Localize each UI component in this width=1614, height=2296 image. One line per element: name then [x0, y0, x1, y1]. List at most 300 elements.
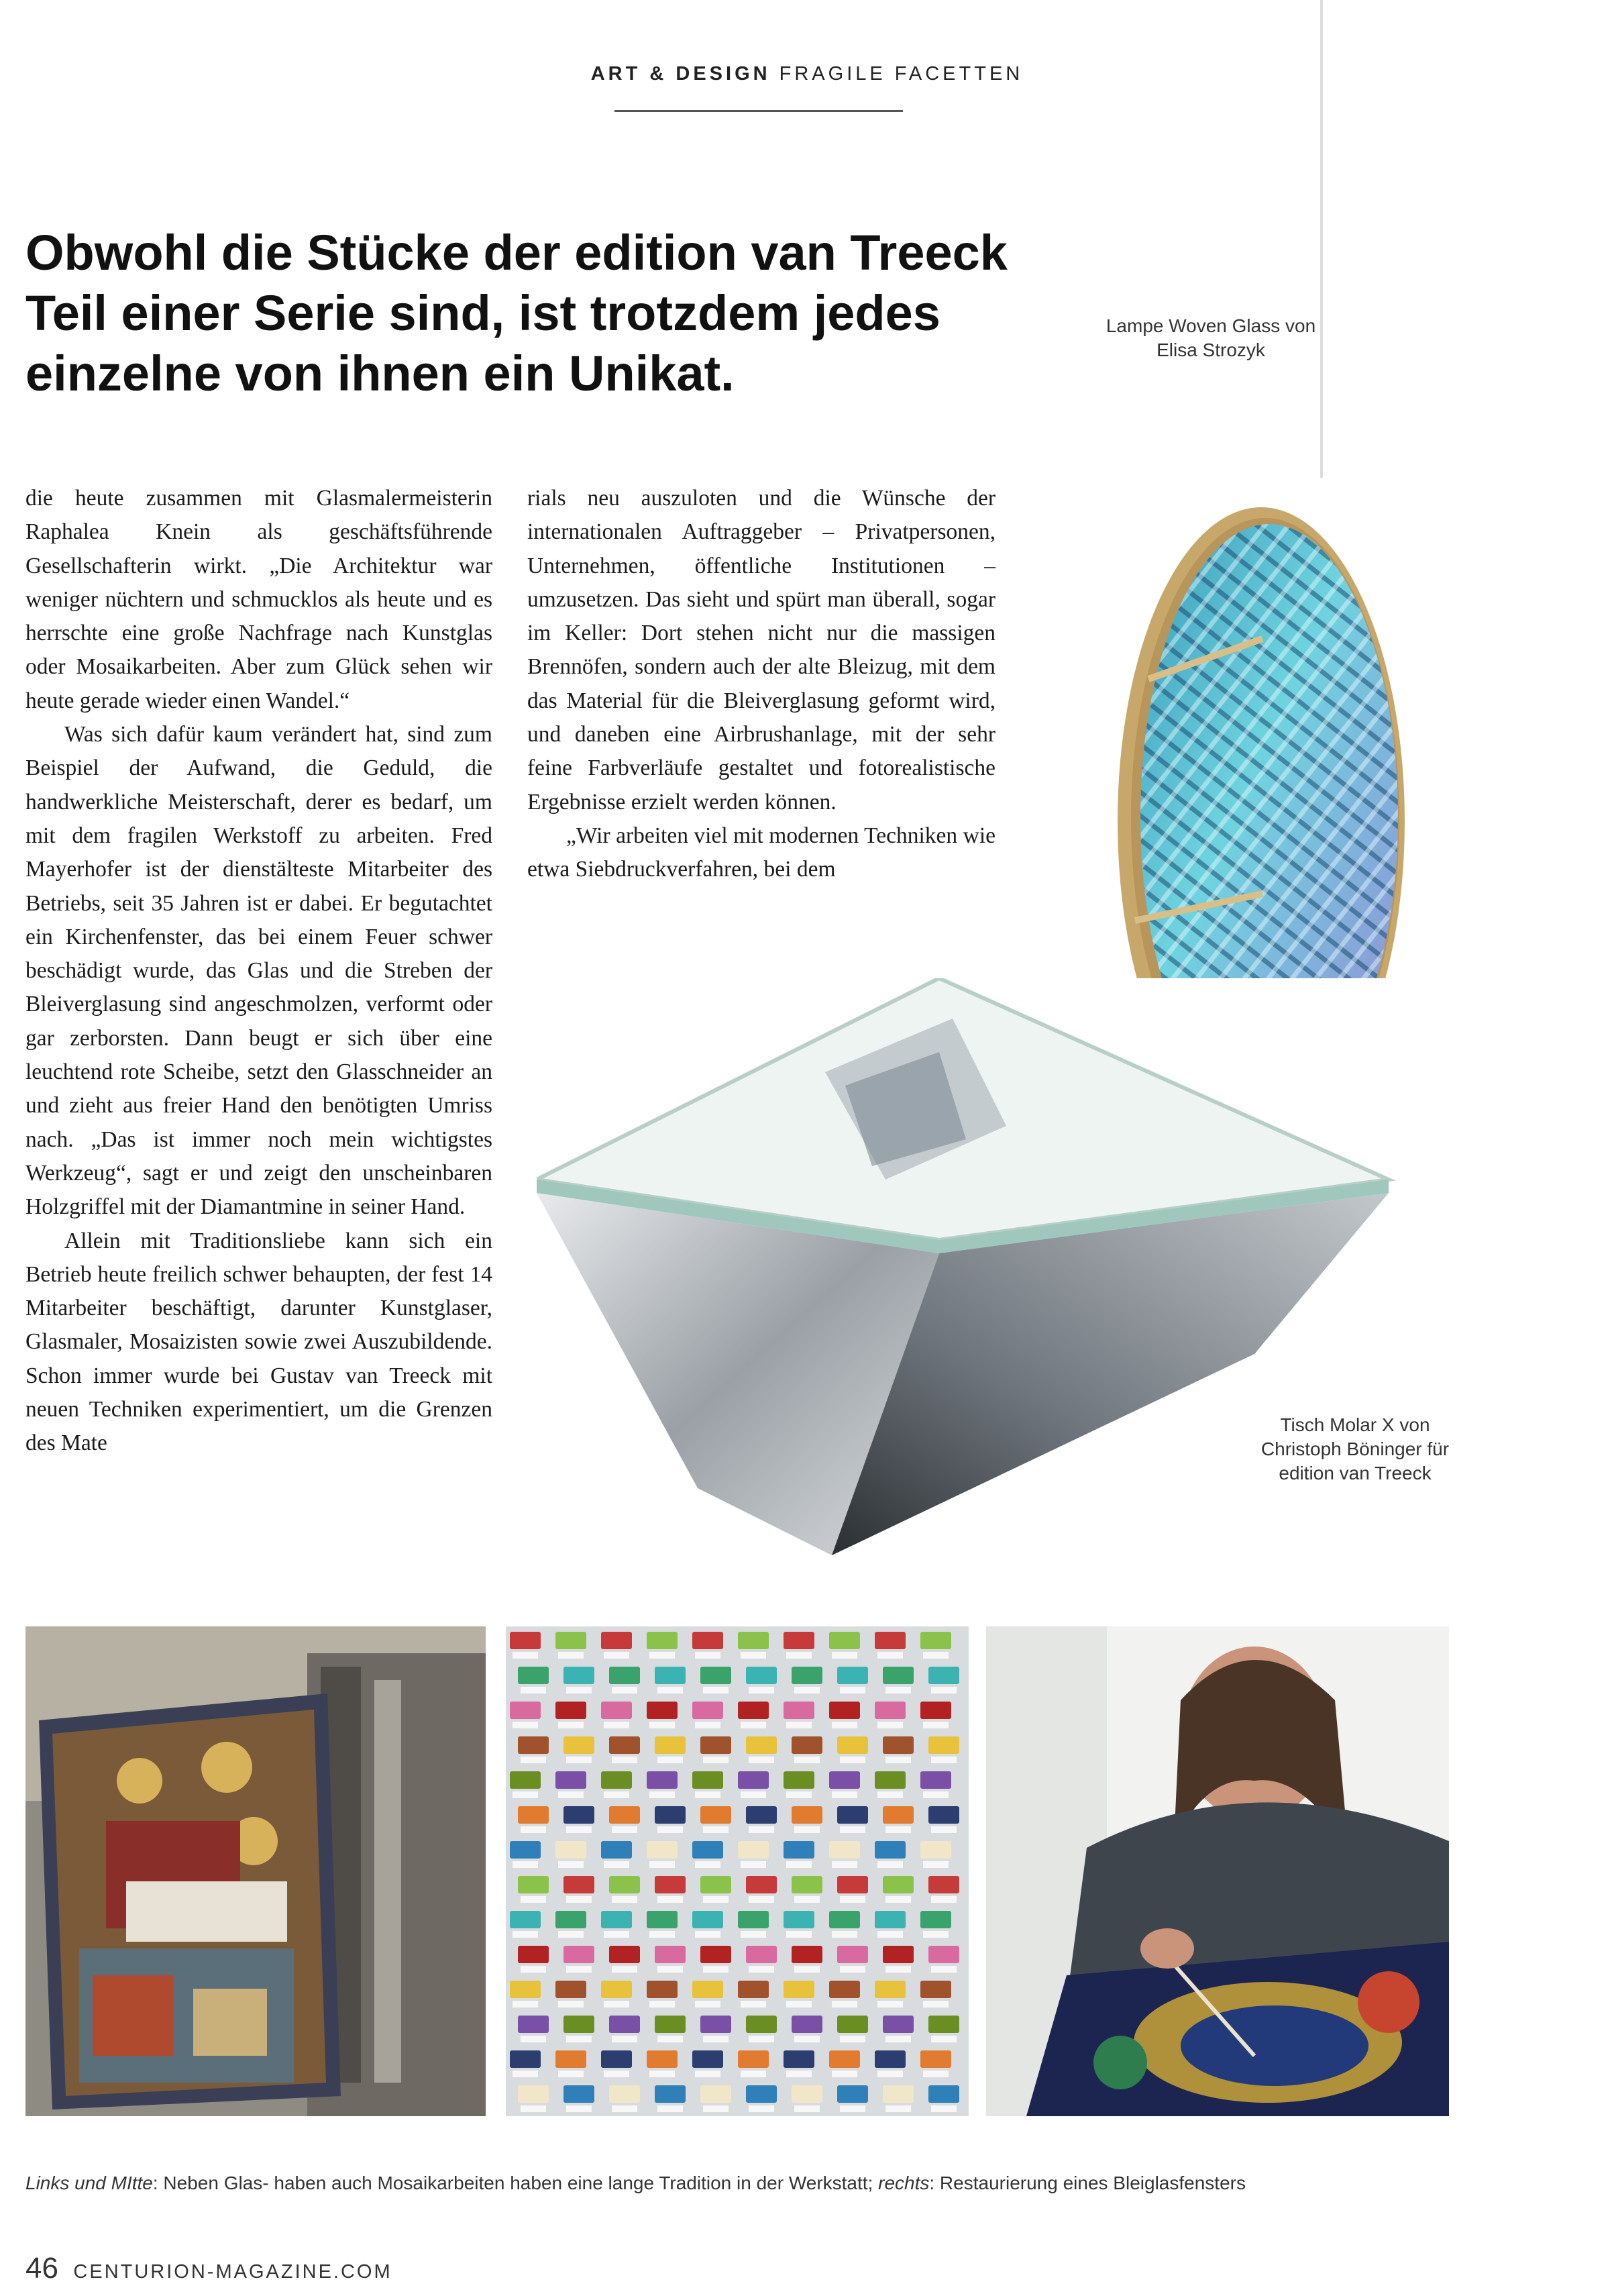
mosaic-tile — [920, 1771, 951, 1789]
mosaic-tile — [518, 1667, 549, 1684]
tile-label — [612, 1966, 637, 1973]
tile-label — [703, 2105, 729, 2112]
tile-label — [657, 2105, 683, 2112]
subsection-label: FRAGILE FACETTEN — [779, 63, 1024, 85]
tile-label — [695, 1791, 720, 1798]
mosaic-tile — [875, 1771, 906, 1789]
mosaic-tile — [601, 1632, 632, 1649]
mosaic-tile — [555, 1771, 586, 1789]
body-column-2 — [527, 482, 996, 887]
mosaic-tile — [792, 2016, 822, 2033]
mosaic-tile — [609, 1946, 640, 1963]
mosaic-tile — [609, 1667, 640, 1684]
mosaic-tile — [692, 1981, 723, 1998]
tile-label — [612, 2036, 637, 2042]
tile-label — [649, 1722, 675, 1728]
mosaic-tile — [510, 1911, 541, 1928]
tile-label — [931, 1687, 957, 1693]
mosaic-tile — [518, 2085, 549, 2103]
tile-label — [877, 1791, 903, 1798]
tile-label — [786, 1652, 812, 1659]
mosaic-tile — [601, 1911, 632, 1928]
mosaic-tile — [928, 2016, 959, 2033]
mosaic-tile — [928, 1736, 959, 1754]
mosaic-tile — [700, 1946, 731, 1963]
tile-label — [695, 1931, 720, 1938]
restoration-image — [986, 1626, 1449, 2116]
tile-label — [931, 1966, 957, 1973]
mosaic-tile — [792, 1736, 822, 1754]
page-number: 46 — [25, 2252, 58, 2285]
tile-label — [832, 1722, 857, 1728]
mosaic-tile — [883, 1736, 914, 1754]
tile-label — [566, 1757, 592, 1763]
tile-label — [521, 1687, 546, 1693]
mosaic-tile — [609, 2016, 640, 2033]
tile-label — [885, 2036, 911, 2042]
tile-label — [558, 1861, 584, 1868]
mosaic-tile — [655, 1946, 686, 1963]
mosaic-tile — [875, 1981, 906, 1998]
tile-label — [832, 2071, 857, 2077]
tile-label — [657, 1687, 683, 1693]
mosaic-tile — [655, 2085, 686, 2103]
mosaic-tile — [784, 1771, 814, 1789]
mosaic-tile — [647, 2050, 678, 2068]
photo-caption — [25, 2173, 1568, 2194]
tile-label — [749, 1757, 774, 1763]
tile-label — [832, 2001, 857, 2007]
mosaic-tile — [829, 1911, 860, 1928]
tile-label — [794, 1757, 820, 1763]
tile-label — [794, 1966, 820, 1973]
tile-label — [923, 1791, 949, 1798]
mosaic-tile — [563, 1806, 594, 1824]
mosaic-tile — [738, 1632, 769, 1649]
tile-label — [877, 2071, 903, 2077]
tile-label — [649, 2071, 675, 2077]
tile-label — [923, 2001, 949, 2007]
tile-label — [877, 1722, 903, 1728]
tile-label — [558, 1722, 584, 1728]
tile-label — [794, 1896, 820, 1903]
mosaic-tile — [829, 1632, 860, 1649]
mosaic-tile — [883, 1946, 914, 1963]
caption-right-text: : Restaurierung eines Bleiglasfensters — [929, 2173, 1246, 2193]
tile-label — [741, 1861, 766, 1868]
mosaic-tile — [883, 1806, 914, 1824]
mosaic-tile — [738, 2050, 769, 2068]
mosaic-tile — [555, 1911, 586, 1928]
mosaic-tile — [928, 1806, 959, 1824]
tile-label — [612, 1826, 637, 1833]
mosaic-tile — [518, 1876, 549, 1893]
tile-label — [794, 2105, 820, 2112]
headline: Obwohl die Stücke der edition van Treeck Teil einer Serie sind, ist trotzdem jedes einzelne von ihnen ein Unikat. — [25, 225, 1008, 401]
mosaic-tile — [837, 1667, 868, 1684]
mosaic-tiles-photo — [506, 1626, 969, 2116]
mosaic-tile — [655, 1667, 686, 1684]
mosaic-tile — [510, 2050, 541, 2068]
mosaic-tile — [784, 1702, 814, 1719]
mosaic-tile — [700, 2085, 731, 2103]
mosaic-tile — [829, 2050, 860, 2068]
tile-label — [521, 1826, 546, 1833]
tile-label — [840, 2036, 865, 2042]
tile-label — [877, 1652, 903, 1659]
mosaic-tile — [784, 1841, 814, 1859]
mosaic-tile — [700, 1736, 731, 1754]
tile-label — [931, 2036, 957, 2042]
tile-label — [695, 1861, 720, 1868]
tile-label — [513, 1652, 538, 1659]
mosaic-tile — [928, 1876, 959, 1893]
tile-label — [513, 1722, 538, 1728]
tile-label — [612, 2105, 637, 2112]
mosaic-tile — [792, 1876, 822, 1893]
mosaic-tile — [875, 1911, 906, 1928]
mosaic-tile — [510, 1771, 541, 1789]
tile-label — [521, 2105, 546, 2112]
tile-label — [877, 1931, 903, 1938]
tile-label — [931, 1826, 957, 1833]
tile-label — [794, 1687, 820, 1693]
caption-lead: Links und MItte — [25, 2173, 153, 2193]
tile-label — [695, 1722, 720, 1728]
mosaic-tile — [555, 1702, 586, 1719]
mosaic-tile — [746, 1736, 777, 1754]
body-column-1 — [25, 482, 492, 1461]
tile-label — [703, 1896, 729, 1903]
tile-label — [657, 1826, 683, 1833]
mosaic-tile — [920, 1702, 951, 1719]
tile-label — [840, 1687, 865, 1693]
mosaic-tile — [555, 1841, 586, 1859]
tile-label — [703, 1687, 729, 1693]
tile-label — [703, 2036, 729, 2042]
mosaic-tile — [920, 1981, 951, 1998]
tile-label — [885, 1966, 911, 1973]
tile-label — [931, 1757, 957, 1763]
tile-label — [794, 2036, 820, 2042]
tile-label — [695, 1652, 720, 1659]
tile-label — [931, 1896, 957, 1903]
tile-label — [612, 1687, 637, 1693]
mosaic-tile — [829, 1702, 860, 1719]
mosaic-tile — [784, 2050, 814, 2068]
mosaic-tile — [792, 2085, 822, 2103]
tile-label — [786, 2001, 812, 2007]
tile-label — [566, 2105, 592, 2112]
tile-label — [741, 1722, 766, 1728]
mosaic-tile — [883, 1876, 914, 1893]
lamp-caption: Lampe Woven Glass von Elisa Strozyk — [1106, 315, 1316, 360]
header-rule — [614, 110, 903, 112]
tile-label — [513, 2001, 538, 2007]
mosaic-tile — [700, 2016, 731, 2033]
mosaic-tile — [738, 1771, 769, 1789]
tile-label — [786, 1722, 812, 1728]
mosaic-tile — [883, 2085, 914, 2103]
mosaic-photo — [25, 1626, 486, 2116]
tile-label — [649, 1791, 675, 1798]
section-header — [0, 63, 1614, 85]
tile-label — [877, 1861, 903, 1868]
tile-samples-image — [506, 1626, 969, 2116]
mosaic-tile — [601, 2050, 632, 2068]
mosaic-tile — [700, 1806, 731, 1824]
mosaic-panel-image — [25, 1626, 486, 2116]
website[interactable]: CENTURION-MAGAZINE.COM — [73, 2261, 392, 2283]
mosaic-tile — [875, 2050, 906, 2068]
mosaic-tile — [601, 1702, 632, 1719]
tile-label — [749, 1687, 774, 1693]
mosaic-tile — [928, 1946, 959, 1963]
tile-label — [832, 1861, 857, 1868]
mosaic-tile — [692, 2050, 723, 2068]
mosaic-tile — [609, 2085, 640, 2103]
tile-label — [923, 1931, 949, 1938]
tile-label — [604, 1722, 629, 1728]
mosaic-tile — [738, 1841, 769, 1859]
tile-label — [513, 1791, 538, 1798]
mosaic-tile — [655, 1876, 686, 1893]
tile-label — [566, 1826, 592, 1833]
tile-label — [604, 2001, 629, 2007]
mosaic-tile — [655, 1806, 686, 1824]
tile-label — [703, 1966, 729, 1973]
paragraph: Was sich dafür kaum verändert hat, sind zum Beispiel der Aufwand, die Geduld, die handwerkliche Meisterschaft, derer es bedarf, um mit dem fragilen Werkstoff zu arbeiten. Fred Mayerhofer ist der dienstälteste Mitarbeiter des Betriebs, seit 35 Jahren ist er dabei. Er begutachtet ein Kirchenfenster, das bei einem Feuer schwer beschädigt wurde, das Glas und die Streben der Bleiverglasung sind angeschmolzen, verformt oder gar zerborsten. Dann beugt er sich über eine leuchtend rote Scheibe, setzt den Glasschneider an und zieht aus freier Hand den benötigten Umriss nach. „Das ist immer noch mein wichtigstes Werkzeug“, sagt er und zeigt den unscheinbaren Holzgriffel mit der Diamantmine in seiner Hand. — [25, 722, 492, 1220]
tile-label — [566, 1687, 592, 1693]
tile-label — [649, 2001, 675, 2007]
mosaic-tile — [875, 1841, 906, 1859]
mosaic-tile — [563, 2016, 594, 2033]
mosaic-tile — [518, 2016, 549, 2033]
tile-label — [840, 1966, 865, 1973]
restoration-photo — [986, 1626, 1449, 2116]
tile-label — [695, 2071, 720, 2077]
mosaic-tile — [746, 2085, 777, 2103]
tile-label — [604, 1861, 629, 1868]
tile-label — [657, 1896, 683, 1903]
tile-label — [521, 1896, 546, 1903]
mosaic-tile — [928, 2085, 959, 2103]
mosaic-tile — [746, 1806, 777, 1824]
mosaic-tile — [692, 1771, 723, 1789]
caption-text: : Neben Glas- haben auch Mosaikarbeiten haben eine lange Tradition in der Werkstatt; — [152, 2173, 879, 2193]
tile-label — [558, 1652, 584, 1659]
tile-label — [703, 1757, 729, 1763]
tile-label — [604, 2071, 629, 2077]
tile-label — [885, 1687, 911, 1693]
tile-label — [513, 1931, 538, 1938]
mosaic-tile — [920, 1841, 951, 1859]
mosaic-tile — [555, 1632, 586, 1649]
tile-label — [749, 1896, 774, 1903]
tile-label — [612, 1896, 637, 1903]
tile-label — [923, 1652, 949, 1659]
tile-label — [749, 2036, 774, 2042]
mosaic-tile — [920, 2050, 951, 2068]
tile-label — [931, 2105, 957, 2112]
section-label: ART & DESIGN — [590, 63, 771, 85]
tile-label — [832, 1931, 857, 1938]
tile-label — [558, 2001, 584, 2007]
mosaic-tile — [738, 1702, 769, 1719]
mosaic-tile — [829, 1981, 860, 1998]
tile-label — [604, 1652, 629, 1659]
mosaic-tile — [555, 1981, 586, 1998]
paragraph: Allein mit Traditionsliebe kann sich ein Betrieb heute freilich schwer behaupten, der fest 14 Mitarbeiter beschäftigt, darunter Kunstglaser, Glasmaler, Mosaizisten sowie zwei Auszubildende. Schon immer wurde bei Gustav van Treeck mit neuen Techniken experimentiert, um die Grenzen des Mate — [25, 1228, 492, 1456]
tile-label — [513, 1861, 538, 1868]
tile-label — [513, 2071, 538, 2077]
mosaic-tile — [928, 1667, 959, 1684]
tile-label — [612, 1757, 637, 1763]
mosaic-tile — [692, 1841, 723, 1859]
mosaic-tile — [510, 1981, 541, 1998]
tile-label — [649, 1652, 675, 1659]
paragraph: rials neu auszuloten und die Wünsche der internationalen Auftraggeber – Privatpersonen, Unternehmen, öffentliche Institutionen – umzusetzen. Das sieht und spürt man überall, sogar im Keller: Dort stehen nicht nur die massigen Brennöfen, sondern auch der alte Bleizug, mit dem das Material für die Bleiverglasung geformt wird, und daneben eine Airbrushanlage, mit der sehr feine Farbverläufe gestaltet und fotorealistische Ergebnisse erzielt werden können. — [527, 486, 996, 815]
tile-label — [741, 2071, 766, 2077]
mosaic-tile — [555, 2050, 586, 2068]
mosaic-tile — [609, 1876, 640, 1893]
mosaic-tile — [510, 1632, 541, 1649]
mosaic-tile — [700, 1876, 731, 1893]
tile-label — [703, 1826, 729, 1833]
mosaic-tile — [510, 1702, 541, 1719]
mosaic-tile — [692, 1702, 723, 1719]
mosaic-tile — [563, 1667, 594, 1684]
mosaic-tile — [829, 1771, 860, 1789]
mosaic-tile — [601, 1841, 632, 1859]
tile-label — [649, 1931, 675, 1938]
tile-label — [885, 2105, 911, 2112]
tile-label — [558, 1931, 584, 1938]
mosaic-tile — [738, 1911, 769, 1928]
tile-label — [885, 1896, 911, 1903]
mosaic-tile — [647, 1911, 678, 1928]
tile-label — [657, 2036, 683, 2042]
tile-label — [786, 1861, 812, 1868]
tile-label — [877, 2001, 903, 2007]
mosaic-tile — [563, 1736, 594, 1754]
mosaic-tile — [518, 1736, 549, 1754]
mosaic-tile — [647, 1841, 678, 1859]
mosaic-tile — [692, 1911, 723, 1928]
tile-label — [566, 1896, 592, 1903]
mosaic-tile — [655, 2016, 686, 2033]
paragraph: „Wir arbeiten viel mit modernen Techniken wie etwa Siebdruckverfahren, bei dem — [527, 823, 996, 882]
mosaic-tile — [837, 2085, 868, 2103]
tile-label — [558, 1791, 584, 1798]
mosaic-tile — [883, 2016, 914, 2033]
tile-label — [657, 1757, 683, 1763]
tile-label — [786, 1791, 812, 1798]
mosaic-tile — [563, 1876, 594, 1893]
mosaic-tile — [692, 1632, 723, 1649]
tile-label — [749, 1966, 774, 1973]
mosaic-tile — [837, 1946, 868, 1963]
tile-label — [741, 1652, 766, 1659]
caption-right-lead: rechts — [878, 2173, 930, 2193]
tile-label — [832, 1791, 857, 1798]
mosaic-tile — [784, 1981, 814, 1998]
mosaic-tile — [609, 1806, 640, 1824]
mosaic-tile — [837, 2016, 868, 2033]
mosaic-tile — [601, 1771, 632, 1789]
tile-label — [657, 1966, 683, 1973]
tile-label — [840, 1826, 865, 1833]
tile-label — [786, 1931, 812, 1938]
mosaic-tile — [920, 1632, 951, 1649]
tile-label — [923, 1722, 949, 1728]
tile-label — [566, 2036, 592, 2042]
mosaic-tile — [738, 1981, 769, 1998]
tile-label — [840, 1896, 865, 1903]
tile-label — [521, 2036, 546, 2042]
mosaic-tile — [883, 1667, 914, 1684]
mosaic-tile — [647, 1702, 678, 1719]
table-caption: Tisch Molar X von Christoph Böninger für edition van Treeck — [1260, 1414, 1450, 1483]
mosaic-tile — [829, 1841, 860, 1859]
tile-label — [521, 1966, 546, 1973]
tile-label — [923, 2071, 949, 2077]
mosaic-tile — [609, 1736, 640, 1754]
mosaic-tile — [746, 1667, 777, 1684]
mosaic-tile — [746, 1946, 777, 1963]
tile-label — [521, 1757, 546, 1763]
tile-label — [741, 1791, 766, 1798]
mosaic-tile — [837, 1806, 868, 1824]
paragraph: die heute zusammen mit Glasmalermeisterin Raphalea Knein als geschäftsführende Gesellschafterin wirkt. „Die Architektur war weniger nüchtern und schmucklos als heute und es herrschte eine große Nachfrage nach Kunstglas oder Mosaikarbeiten. Aber zum Glück sehen wir heute gerade wieder einen Wandel.“ — [25, 486, 492, 713]
tile-label — [741, 2001, 766, 2007]
mosaic-tile — [563, 2085, 594, 2103]
mosaic-tile — [655, 1736, 686, 1754]
mosaic-tile — [518, 1806, 549, 1824]
tile-label — [749, 1826, 774, 1833]
mosaic-tile — [563, 1946, 594, 1963]
mosaic-tile — [518, 1946, 549, 1963]
mosaic-tile — [875, 1632, 906, 1649]
mosaic-tile — [510, 1841, 541, 1859]
tile-label — [794, 1826, 820, 1833]
tile-label — [786, 2071, 812, 2077]
tile-label — [840, 2105, 865, 2112]
tile-label — [604, 1791, 629, 1798]
tile-label — [923, 1861, 949, 1868]
tile-label — [649, 1861, 675, 1868]
tile-label — [885, 1757, 911, 1763]
mosaic-tile — [746, 1876, 777, 1893]
tile-label — [885, 1826, 911, 1833]
page-footer — [25, 2252, 392, 2285]
mosaic-tile — [920, 1911, 951, 1928]
mosaic-tile — [746, 2016, 777, 2033]
mosaic-tile — [837, 1736, 868, 1754]
mosaic-tile — [792, 1946, 822, 1963]
mosaic-tile — [792, 1806, 822, 1824]
mosaic-tile — [647, 1771, 678, 1789]
tile-label — [749, 2105, 774, 2112]
mosaic-tile — [792, 1667, 822, 1684]
tile-label — [566, 1966, 592, 1973]
mosaic-tile — [601, 1981, 632, 1998]
tile-label — [558, 2071, 584, 2077]
mosaic-tile — [784, 1911, 814, 1928]
tile-label — [840, 1757, 865, 1763]
mosaic-tile — [700, 1667, 731, 1684]
tile-label — [832, 1652, 857, 1659]
